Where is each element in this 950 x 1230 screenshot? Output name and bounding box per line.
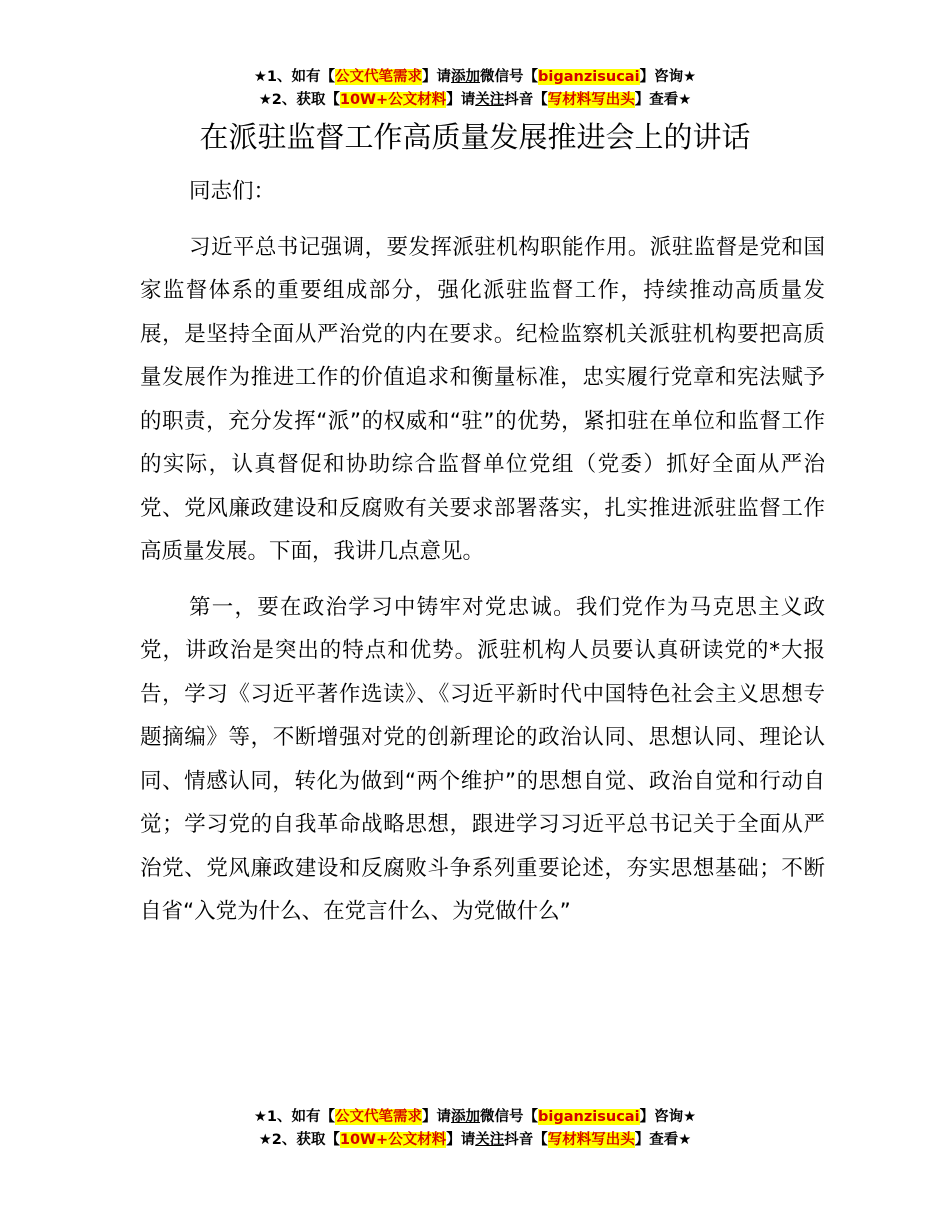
banner-line-2 [0,89,950,112]
document-title: 在派驻监督工作高质量发展推进会上的讲话 [199,120,751,154]
highlight-tag: biganzisucai [538,1109,640,1125]
banner-text: 】查看★ [634,92,692,108]
banner-text: 抖音【 [504,92,548,108]
banner-text: 微信号【 [480,1109,539,1125]
highlight-tag: biganzisucai [538,69,640,85]
banner-text: 】请 [446,92,476,108]
document-body [140,170,825,934]
banner-text: 】请 [446,1132,476,1148]
footer-banner [0,1106,950,1152]
banner-emphasis: 添加 [451,1109,481,1125]
header-banner [0,66,950,112]
highlight-tag: 写材料写出头 [547,1132,635,1148]
banner-text: ★2、获取【 [258,92,340,108]
greeting: 同志们： [189,179,276,204]
banner-emphasis: 关注 [475,92,505,108]
highlight-tag: 10W+公文材料 [339,92,447,108]
banner-text: ★1、如有【 [253,69,336,85]
banner-line-2 [0,1129,950,1152]
banner-line-1 [0,1106,950,1129]
banner-text: ★2、获取【 [258,1132,340,1148]
banner-text: 】请 [422,69,452,85]
banner-line-1 [0,66,950,89]
banner-text: 】请 [422,1109,452,1125]
paragraph: 习近平总书记强调，要发挥派驻机构职能作用。派驻监督是党和国家监督体系的重要组成部分，强化派驻监督工作，持续推动高质量发展，是坚持全面从严治党的内在要求。纪检监察机关派驻机构要把高质量发展作为推进工作的价值追求和衡量标准，忠实履行党章和宪法赋予的职责，充分发挥“派”的权威和“驻”的优势，紧扣驻在单位和监督工作的实际，认真督促和协助综合监督单位党组（党委）抓好全面从严治党、党风廉政建设和反腐败有关要求部署落实，扎实推进派驻监督工作高质量发展。下面，我讲几点意见。 [140,234,825,564]
highlight-tag: 写材料写出头 [547,92,635,108]
banner-text: ★1、如有【 [253,1109,336,1125]
banner-text: 抖音【 [504,1132,548,1148]
banner-text: 】咨询★ [639,69,697,85]
highlight-tag: 公文代笔需求 [335,69,423,85]
highlight-tag: 公文代笔需求 [335,1109,423,1125]
banner-text: 微信号【 [480,69,539,85]
banner-emphasis: 关注 [475,1132,505,1148]
banner-emphasis: 添加 [451,69,481,85]
banner-text: 】咨询★ [639,1109,697,1125]
banner-text: 】查看★ [634,1132,692,1148]
paragraph: 第一，要在政治学习中铸牢对党忠诚。我们党作为马克思主义政党，讲政治是突出的特点和优势。派驻机构人员要认真研读党的*大报告，学习《习近平著作选读》、《习近平新时代中国特色社会主义思想专题摘编》等，不断增强对党的创新理论的政治认同、思想认同、理论认同、情感认同，转化为做到“两个维护”的思想自觉、政治自觉和行动自觉；学习党的自我革命战略思想，跟进学习习近平总书记关于全面从严治党、党风廉政建设和反腐败斗争系列重要论述，夯实思想基础；不断自省“入党为什么、在党言什么、为党做什么” [140,594,825,924]
highlight-tag: 10W+公文材料 [339,1132,447,1148]
